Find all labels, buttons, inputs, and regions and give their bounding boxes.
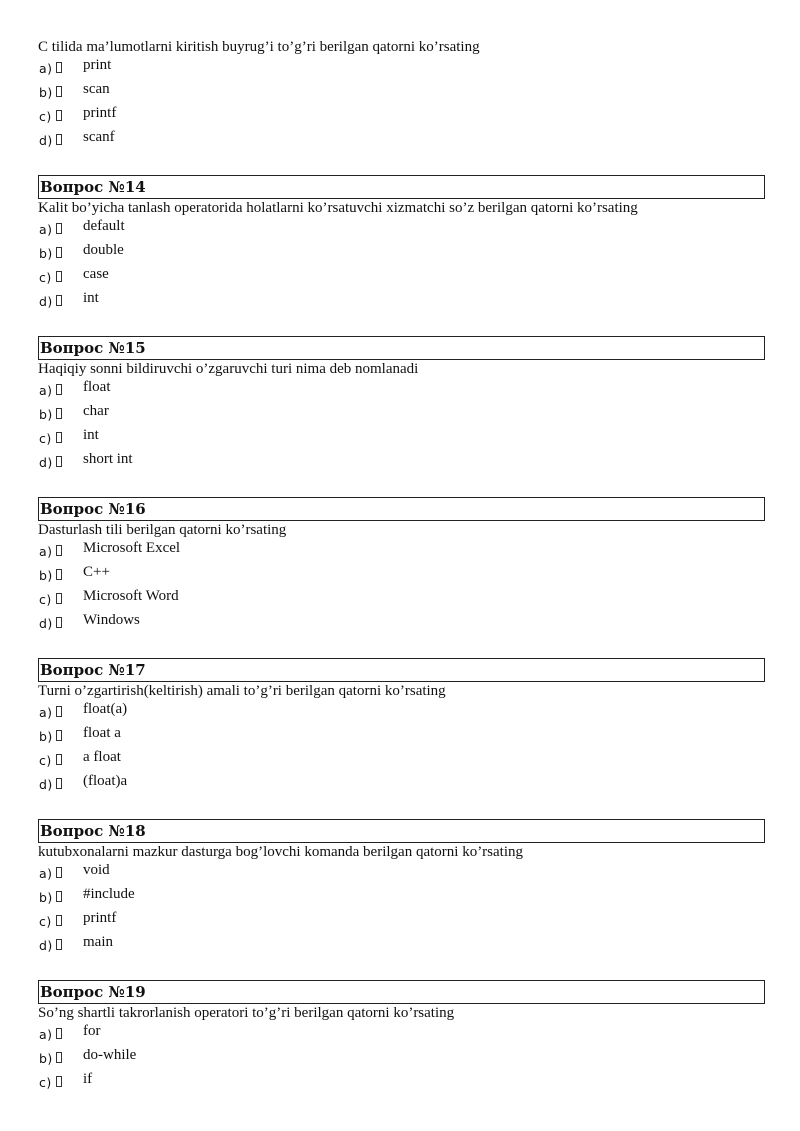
question-text: kutubxonalarni mazkur dasturga bog’lovchi komanda berilgan qatorni ko’rsating [38, 844, 524, 860]
option-letter: c) [39, 109, 52, 124]
answer-option[interactable] [38, 426, 765, 450]
question-header: Вопрос №14 [38, 175, 765, 199]
checkbox-icon[interactable] [56, 545, 62, 556]
answer-option[interactable] [38, 724, 765, 748]
option-text: printf [83, 105, 117, 121]
checkbox-icon[interactable] [56, 754, 62, 765]
answer-option[interactable] [38, 772, 765, 796]
checkbox-icon[interactable] [56, 271, 62, 282]
option-letter: c) [39, 1075, 52, 1090]
answer-option[interactable] [38, 1046, 765, 1070]
option-letter: c) [39, 431, 52, 446]
answer-options [38, 700, 765, 796]
checkbox-icon[interactable] [56, 1028, 62, 1039]
answer-options [38, 1022, 765, 1094]
option-text: scan [83, 81, 110, 97]
option-letter: d) [39, 294, 53, 309]
option-text: void [83, 862, 110, 878]
option-letter: a) [39, 61, 53, 76]
option-text: double [83, 242, 124, 258]
question-text: Dasturlash tili berilgan qatorni ko’rsating [38, 522, 287, 538]
question-block [38, 819, 765, 957]
option-letter: b) [39, 729, 53, 744]
question-block [38, 38, 765, 152]
question-header: Вопрос №18 [38, 819, 765, 843]
option-text: C++ [83, 564, 110, 580]
option-letter: a) [39, 544, 53, 559]
question-header: Вопрос №15 [38, 336, 765, 360]
answer-option[interactable] [38, 402, 765, 426]
option-letter: b) [39, 568, 53, 583]
option-text: print [83, 57, 112, 73]
option-letter: a) [39, 222, 53, 237]
answer-option[interactable] [38, 933, 765, 957]
option-text: short int [83, 451, 133, 467]
checkbox-icon[interactable] [56, 1076, 62, 1087]
question-text: So’ng shartli takrorlanish operatori to’g’ri berilgan qatorni ko’rsating [38, 1005, 455, 1021]
option-text: float [83, 379, 111, 395]
option-text: int [83, 427, 99, 443]
answer-options [38, 378, 765, 474]
option-text: (float)a [83, 773, 128, 789]
answer-option[interactable] [38, 80, 765, 104]
question-block [38, 336, 765, 474]
option-letter: b) [39, 1051, 53, 1066]
option-letter: d) [39, 133, 53, 148]
answer-options [38, 217, 765, 313]
checkbox-icon[interactable] [56, 432, 62, 443]
option-letter: d) [39, 616, 53, 631]
option-letter: c) [39, 753, 52, 768]
option-letter: a) [39, 1027, 53, 1042]
checkbox-icon[interactable] [56, 223, 62, 234]
option-letter: b) [39, 246, 53, 261]
option-text: case [83, 266, 109, 282]
option-text: a float [83, 749, 121, 765]
checkbox-icon[interactable] [56, 730, 62, 741]
option-letter: a) [39, 383, 53, 398]
option-text: float(a) [83, 701, 128, 717]
option-text: Microsoft Excel [83, 540, 181, 556]
checkbox-icon[interactable] [56, 706, 62, 717]
answer-option[interactable] [38, 909, 765, 933]
answer-option[interactable] [38, 748, 765, 772]
quiz-page [38, 38, 765, 1094]
option-letter: d) [39, 777, 53, 792]
option-letter: b) [39, 85, 53, 100]
option-text: default [83, 218, 125, 234]
checkbox-icon[interactable] [56, 62, 62, 73]
question-text: Kalit bo’yicha tanlash operatorida holatlarni ko’rsatuvchi xizmatchi so’z berilgan qatorni ko’rsating [38, 200, 638, 216]
checkbox-icon[interactable] [56, 86, 62, 97]
question-header: Вопрос №19 [38, 980, 765, 1004]
checkbox-icon[interactable] [56, 569, 62, 580]
option-letter: c) [39, 592, 52, 607]
option-letter: b) [39, 407, 53, 422]
answer-option[interactable] [38, 611, 765, 635]
question-text: Haqiqiy sonni bildiruvchi o’zgaruvchi turi nima deb nomlanadi [38, 361, 419, 377]
option-letter: c) [39, 914, 52, 929]
answer-option[interactable] [38, 265, 765, 289]
answer-option[interactable] [38, 587, 765, 611]
option-text: do-while [83, 1047, 137, 1063]
checkbox-icon[interactable] [56, 408, 62, 419]
checkbox-icon[interactable] [56, 295, 62, 306]
answer-option[interactable] [38, 128, 765, 152]
question-block [38, 658, 765, 796]
option-letter: b) [39, 890, 53, 905]
answer-options [38, 861, 765, 957]
option-text: char [83, 403, 109, 419]
option-text: int [83, 290, 99, 306]
checkbox-icon[interactable] [56, 778, 62, 789]
option-text: float a [83, 725, 121, 741]
answer-option[interactable] [38, 450, 765, 474]
answer-option[interactable] [38, 289, 765, 313]
answer-option[interactable] [38, 217, 765, 241]
answer-option[interactable] [38, 885, 765, 909]
question-header: Вопрос №16 [38, 497, 765, 521]
option-letter: c) [39, 270, 52, 285]
checkbox-icon[interactable] [56, 456, 62, 467]
option-letter: d) [39, 938, 53, 953]
question-text: Turni o’zgartirish(keltirish) amali to’g’ri berilgan qatorni ko’rsating [38, 683, 446, 699]
answer-option[interactable] [38, 563, 765, 587]
answer-options [38, 539, 765, 635]
answer-option[interactable] [38, 1070, 765, 1094]
answer-option[interactable] [38, 861, 765, 885]
option-text: for [83, 1023, 101, 1039]
option-text: Microsoft Word [83, 588, 179, 604]
option-text: if [83, 1071, 93, 1087]
question-text: C tilida ma’lumotlarni kiritish buyrug’i to’g’ri berilgan qatorni ko’rsating [38, 39, 480, 55]
option-letter: a) [39, 705, 53, 720]
checkbox-icon[interactable] [56, 915, 62, 926]
question-block [38, 497, 765, 635]
option-letter: a) [39, 866, 53, 881]
option-text: scanf [83, 129, 115, 145]
checkbox-icon[interactable] [56, 617, 62, 628]
answer-options [38, 56, 765, 152]
checkbox-icon[interactable] [56, 867, 62, 878]
checkbox-icon[interactable] [56, 247, 62, 258]
checkbox-icon[interactable] [56, 939, 62, 950]
option-text: printf [83, 910, 117, 926]
option-text: Windows [83, 612, 140, 628]
checkbox-icon[interactable] [56, 384, 62, 395]
question-block [38, 980, 765, 1094]
answer-option[interactable] [38, 104, 765, 128]
question-header: Вопрос №17 [38, 658, 765, 682]
option-text: main [83, 934, 113, 950]
answer-option[interactable] [38, 1022, 765, 1046]
checkbox-icon[interactable] [56, 110, 62, 121]
option-letter: d) [39, 455, 53, 470]
checkbox-icon[interactable] [56, 134, 62, 145]
answer-option[interactable] [38, 700, 765, 724]
answer-option[interactable] [38, 56, 765, 80]
answer-option[interactable] [38, 378, 765, 402]
option-text: #include [83, 886, 135, 902]
answer-option[interactable] [38, 539, 765, 563]
checkbox-icon[interactable] [56, 1052, 62, 1063]
answer-option[interactable] [38, 241, 765, 265]
question-block [38, 175, 765, 313]
checkbox-icon[interactable] [56, 891, 62, 902]
checkbox-icon[interactable] [56, 593, 62, 604]
